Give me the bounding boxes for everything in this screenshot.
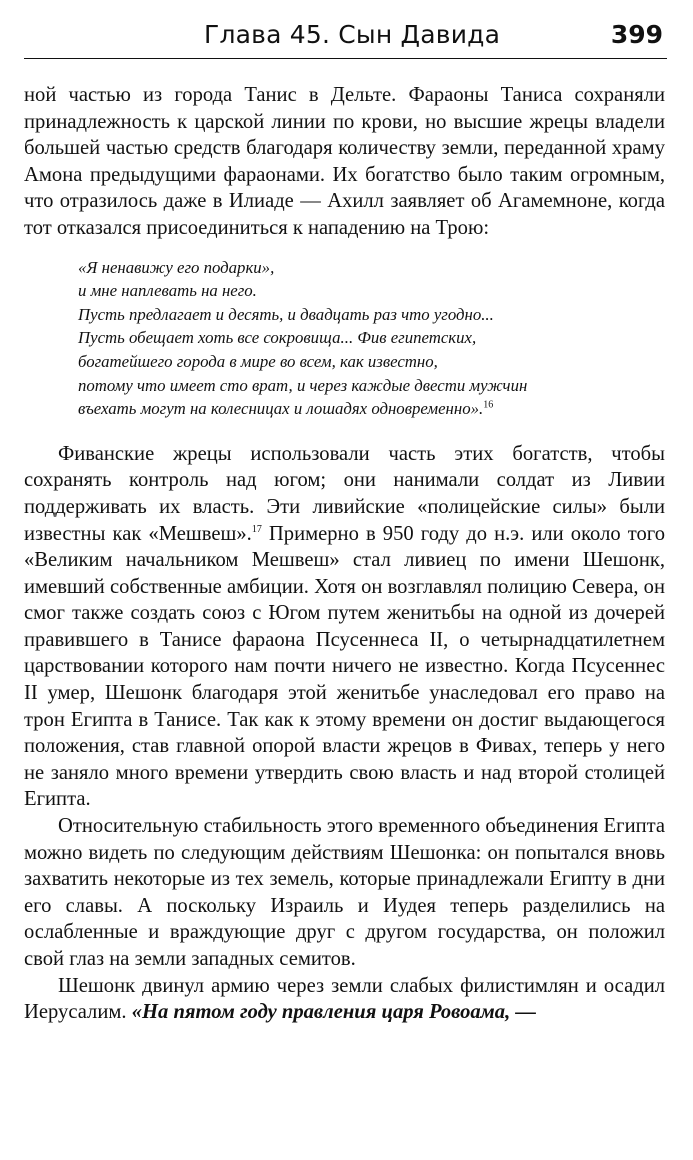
quote-line: Пусть предлагает и десять, и двадцать раз что угодно... [78,304,494,324]
paragraph-text: Шешонк двинул армию через земли слабых филистимлян и осадил Иерусалим. [24,974,665,1024]
quote-line: и мне наплевать на него. [78,281,257,301]
footnote-ref-17: 17 [251,523,262,535]
quote-line: потому что имеет сто врат, и через каждые двести мужчин [78,375,528,395]
quote-line: богатейшего города в мире во всем, как известно, [78,351,438,371]
quote-line-last [78,397,665,421]
page-body [24,82,665,1026]
paragraph-stability: Относительную стабильность этого временного объединения Египта можно видеть по следующим действиям Шешонка: он попытался вновь захватить некоторые из тех земель, которые принадлежали Египту в дни его славы. А поскольку Израиль и Иудея теперь разделились на ослабленные и враждующие друг с другом государства, он положил свой глаз на земли западных семитов. [24,815,665,970]
chapter-title: Глава 45. Сын Давида [204,20,501,49]
paragraph-text: Примерно в 950 году до н.э. или около того «Великим начальником Мешвеш» стал ливиец по имени Шешонк, имевший собственные амбиции. Хотя он возглавлял полицию Севера, он смог также создать союз с Югом путем женитьбы на одной из дочерей правившего в Танисе фараона Псусеннеса II, о четырнадцатилетнем царствовании которого нам почти ничего не известно. Когда Псусеннес II умер, Шешонк благодаря этой женитьбе унаследовал его право на трон Египта в Танисе. Так как к этому времени он достиг выдающегося положения, став главной опорой власти жрецов в Фивах, теперь у него не заняло много времени утвердить свою власть и над второй столицей Египта. [24,522,665,811]
paragraph-sheshonk [24,441,665,813]
footnote-ref-16: 16 [483,399,494,411]
header-rule [24,58,667,59]
paragraph-jerusalem [24,973,665,1026]
running-header [24,14,667,58]
inline-quote: «На пятом году правления царя Ровоама, — [131,1001,536,1024]
paragraph-text: Фиванские жрецы использовали часть этих богатств, чтобы сохранять контроль над югом; они нанимали солдат из Ливии поддерживать их власть. Эти ливийские «полицейские силы» были известны как «Мешвеш». [24,442,665,545]
iliad-quote [78,256,665,421]
quote-line: Пусть обещает хоть все сокровища... Фив египетских, [78,328,477,348]
quote-line: «Я ненавижу его подарки», [78,257,275,277]
page-number: 399 [610,20,663,49]
paragraph-intro: ной частью из города Танис в Дельте. Фараоны Таниса сохраняли принадлежность к царской линии по крови, но высшие жрецы владели большей частью средств благодаря количеству земли, переданной храму Амона предыдущими фараонами. Их богатство было таким огромным, что отразилось даже в Илиаде — Ахилл заявляет об Агамемноне, когда тот отказался присоединиться к нападению на Трою: [24,84,665,239]
quote-line-text: въехать могут на колесницах и лошадях одновременно». [78,399,484,419]
